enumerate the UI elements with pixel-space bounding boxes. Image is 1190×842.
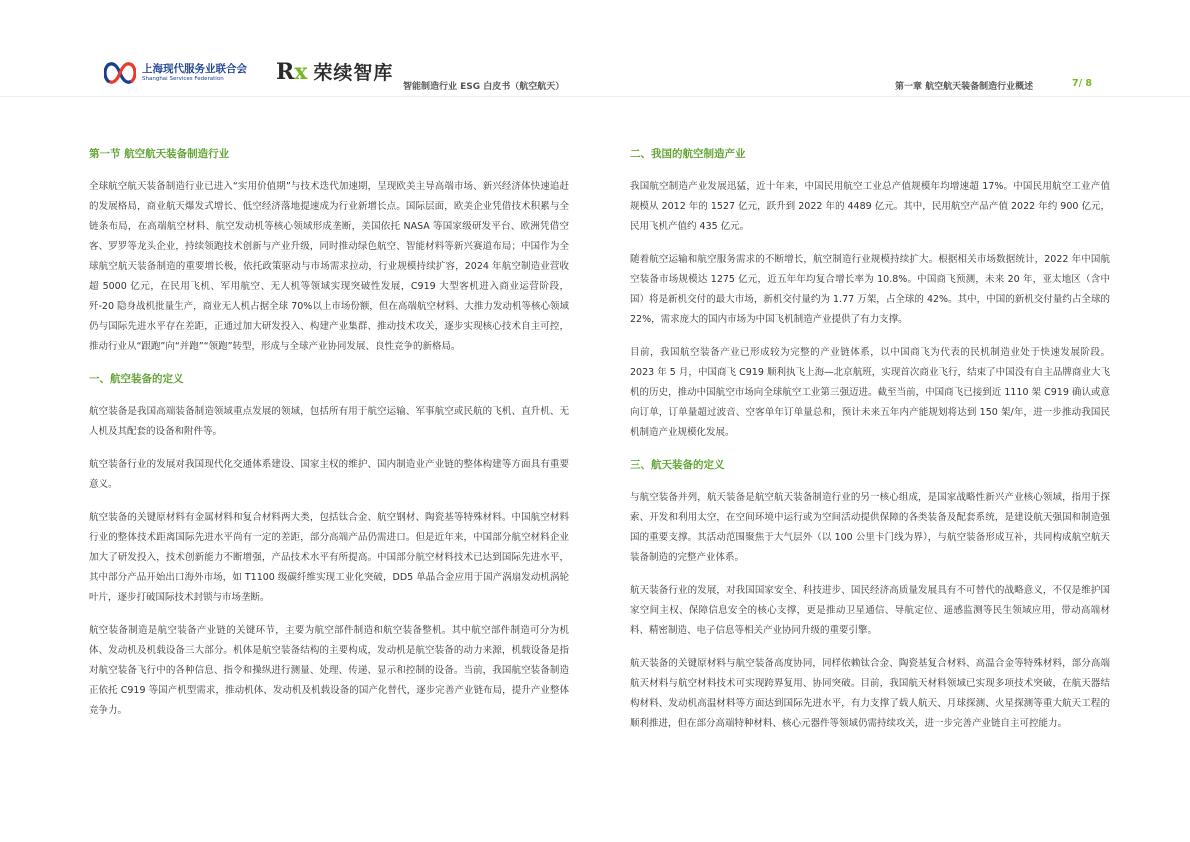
subsection-heading: 二、我国的航空制造产业 [630, 148, 746, 160]
federation-name-en: Shanghai Services Federation [142, 76, 224, 82]
paragraph: 航天装备的关键原材料与航空装备高度协同，同样依赖钛合金、陶瓷基复合材料、高温合金等特殊材料，部分高端航天材料与航空材料技术可实现跨界复用、协同突破。目前，我国航天材料领域已实现多项技术突破，在航天器结构材料、发动机高温材料等方面达到国际先进水平，有力支撑了载人航天、月球探测、火星探测等重大航天工程的顺利推进，但在部分高端特种材料、核心元器件等领域仍需持续攻关，进一步完善产业链自主可控能力。 [630, 658, 1110, 729]
paragraph: 航天装备行业的发展，对我国国家安全、科技进步、国民经济高质量发展具有不可替代的战略意义，不仅是维护国家空间主权、保障信息安全的核心支撑，更是推动卫星通信、导航定位、遥感监测等民生领域应用，带动高端材料、精密制造、电子信息等相关产业协同升级的重要引擎。 [630, 585, 1110, 636]
left-column [89, 145, 569, 734]
page-header [0, 0, 1190, 110]
subsection-heading: 一、航空装备的定义 [89, 373, 184, 385]
subsection-heading: 三、航天装备的定义 [630, 459, 725, 471]
rx-mark-r: R [276, 58, 295, 85]
page-number: 7/ 8 [1072, 78, 1092, 89]
federation-emblem-icon [104, 60, 136, 86]
section-heading: 第一节 航空航天装备制造行业 [89, 148, 230, 160]
paragraph: 与航空装备并列，航天装备是航空航天装备制造行业的另一核心组成，是国家战略性新兴产业核心领域，指用于探索、开发和利用太空，在空间环境中运行或为空间活动提供保障的各类装备及配套系统，是建设航天强国和制造强国的重要支撑。其活动范围聚焦于大气层外（以 100 公里卡门线为界），与航空装备形成互补，共同构成航空航天装备制造的完整产业体系。 [630, 492, 1110, 563]
document-title: 智能制造行业 ESG 白皮书（航空航天） [403, 82, 565, 92]
shanghai-services-federation-logo [104, 60, 247, 86]
right-column [630, 145, 1110, 747]
paragraph: 目前，我国航空装备产业已形成较为完整的产业链体系，以中国商飞为代表的民机制造业处于快速发展阶段。2023 年 5 月，中国商飞 C919 顺利执飞上海—北京航班，实现首次商业飞行，结束了中国没有自主品牌商业大飞机的历史，推动中国航空市场向全球航空工业第三强迈进。截至当前，中国商飞已接到近 1110 架 C919 确认或意向订单，订单量超过波音、空客单年订单量总和，预计未来五年内产能规划将达到 150 架/年，进一步推动我国民机制造产业规模化发展。 [630, 347, 1110, 438]
chapter-title: 第一章 航空航天装备制造行业概述 [895, 82, 1034, 92]
federation-name-cn: 上海现代服务业联合会 [142, 63, 247, 75]
paragraph: 随着航空运输和航空服务需求的不断增长，航空制造行业规模持续扩大。根据相关市场数据统计，2022 年中国航空装备市场规模达 1275 亿元，近五年年均复合增长率为 10.8%。中国商飞预测，未来 20 年，亚太地区（含中国）将是新机交付的最大市场，新机交付量约为 1.77 万架，占全球的 42%。其中，中国的新机交付量约占全球的 22%，需求庞大的国内市场为中国飞机制造产业提供了有力支撑。 [630, 254, 1110, 325]
paragraph: 我国航空制造产业发展迅猛，近十年来，中国民用航空工业总产值规模年均增速超 17%。中国民用航空工业产值规模从 2012 年的 1527 亿元，跃升到 2022 年的 4489 亿元。其中，民用航空产品产值 2022 年约 900 亿元，民用飞机产值约 435 亿元。 [630, 181, 1110, 232]
paragraph: 航空装备制造是航空装备产业链的关键环节，主要为航空部件制造和航空装备整机。其中航空部件制造可分为机体、发动机及机载设备三大部分。机体是航空装备结构的主要构成，发动机是航空装备的动力来源，机载设备是指对航空装备飞行中的各种信息、指令和操纵进行测量、处理、传递、显示和控制的设备。当前，我国航空装备制造正依托 C919 等国产机型需求，推动机体、发动机及机载设备的国产化替代，逐步完善产业链布局，提升产业整体竞争力。 [89, 625, 569, 716]
rx-mark-x: x [294, 58, 308, 85]
rongxu-think-tank-logo [276, 58, 393, 85]
paragraph: 航空装备行业的发展对我国现代化交通体系建设、国家主权的维护、国内制造业产业链的整体构建等方面具有重要意义。 [89, 459, 569, 490]
paragraph: 全球航空航天装备制造行业已进入“实用价值期”与技术迭代加速期，呈现欧美主导高端市场、新兴经济体快速追赶的发展格局，商业航天爆发式增长、低空经济落地提速成为行业新增长点。国际层面，欧美企业凭借技术积累与全链条布局，在高端航空材料、航空发动机等核心领域形成垄断，美国依托 NASA 等国家级研发平台、欧洲凭借空客、罗罗等龙头企业，持续领跑技术创新与产业升级，同时推动绿色航空、智能材料等新兴赛道布局；中国作为全球航空航天装备制造的重要增长极，依托政策驱动与市场需求拉动，行业规模持续扩容，2024 年航空制造业营收超 5000 亿元，在民用飞机、军用航空、无人机等领域实现突破性发展，C919 大型客机进入商业运营阶段，歼-20 隐身战机批量生产，商业无人机占据全球 70%以上市场份额，但在高端航空材料、大推力发动机等核心领域仍与国际先进水平存在差距，正通过加大研发投入、构建产业集群、推动技术攻关，逐步实现核心技术自主可控，推动行业从“跟跑”向“并跑”“领跑”转型，形成与全球产业协同发展、良性竞争的新格局。 [89, 181, 569, 352]
header-divider [0, 96, 1190, 97]
paragraph: 航空装备的关键原材料有金属材料和复合材料两大类，包括钛合金、航空钢材、陶瓷基等特殊材料。中国航空材料行业的整体技术距离国际先进水平尚有一定的差距，部分高端产品仍需进口。但是近年来，中国部分航空材料企业加大了研发投入，技术创新能力不断增强，产品技术水平有所提高。中国部分航空材料技术已达到国际先进水平，其中部分产品开始出口海外市场，如 T1100 级碳纤维实现工业化突破，DD5 单晶合金应用于国产涡扇发动机涡轮叶片，逐步打破国际技术封锁与市场垄断。 [89, 512, 569, 603]
rx-mark-icon [276, 59, 307, 85]
paragraph: 航空装备是我国高端装备制造领域重点发展的领域，包括所有用于航空运输、军事航空或民航的飞机、直升机、无人机及其配套的设备和附件等。 [89, 406, 569, 437]
rongxu-name: 荣续智库 [313, 62, 394, 84]
